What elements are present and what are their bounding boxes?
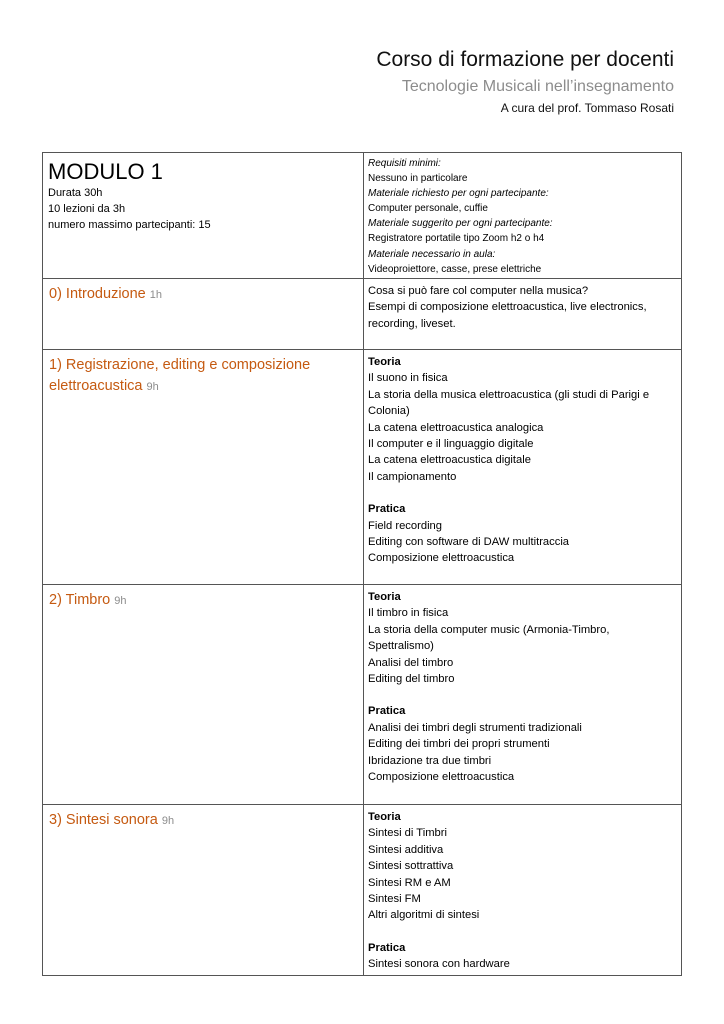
section-row (43, 805, 682, 976)
content-item: Sintesi di Timbri (368, 827, 447, 840)
requirements-list (364, 153, 681, 277)
section-hours: 9h (161, 815, 175, 827)
module-lessons: 10 lezioni da 3h (48, 203, 126, 215)
module-duration: Durata 30h (48, 187, 103, 199)
section-content-cell (364, 279, 682, 350)
requirement-value: Registratore portatile tipo Zoom h2 o h4 (368, 233, 545, 245)
content-item: Field recording (368, 519, 442, 532)
content-heading: Pratica (368, 941, 406, 954)
content-item: Sintesi sonora con hardware (368, 958, 510, 971)
section-title-cell (43, 805, 364, 976)
content-item: La catena elettroacustica digitale (368, 454, 531, 467)
content-item: La storia della musica elettroacustica (gli studi di Parigi e Colonia) (368, 388, 650, 418)
content-item: Analisi del timbro (368, 656, 454, 669)
requirements-cell (364, 153, 682, 279)
content-item: Sintesi FM (368, 893, 421, 906)
requirement-heading: Requisiti minimi: (368, 158, 441, 169)
module-info-cell (43, 153, 364, 279)
section-content-cell (364, 805, 682, 976)
content-item: Editing del timbro (368, 673, 455, 686)
section-content (364, 805, 681, 973)
content-heading: Teoria (368, 356, 401, 368)
content-item: Editing dei timbri dei propri strumenti (368, 738, 550, 751)
content-spacer (368, 687, 677, 703)
section-hours: 1h (149, 289, 163, 301)
content-spacer (368, 485, 677, 501)
content-item: Composizione elettroacustica (368, 552, 515, 565)
requirement-heading: Materiale richiesto per ogni partecipante: (368, 188, 549, 200)
requirement-value: Computer personale, cuffie (368, 203, 488, 215)
content-item: Il timbro in fisica (368, 607, 449, 620)
content-item: La storia della computer music (Armonia-Timbro, Spettralismo) (368, 623, 610, 653)
content-item: Il computer e il linguaggio digitale (368, 438, 534, 451)
section-title: 0) Introduzione (49, 286, 146, 302)
requirement-heading: Materiale necessario in aula: (368, 248, 496, 260)
content-heading: Teoria (368, 811, 401, 823)
section-hours: 9h (146, 381, 159, 393)
requirement-value: Nessuno in particolare (368, 173, 468, 185)
module-title: MODULO 1 (48, 159, 163, 184)
content-heading: Teoria (368, 591, 401, 603)
content-item: Sintesi RM e AM (368, 876, 451, 889)
content-item: Sintesi additiva (368, 843, 444, 856)
section-hours: 9h (114, 595, 127, 607)
content-item: Il suono in fisica (368, 372, 448, 385)
content-item: Cosa si può fare col computer nella musica? (368, 285, 589, 297)
course-table (42, 152, 682, 976)
section-title: 1) Registrazione, editing e composizione elettroacustica (49, 357, 311, 394)
section-row (43, 279, 682, 350)
section-title-cell (43, 585, 364, 805)
content-item: Editing con software di DAW multitraccia (368, 536, 570, 549)
content-heading: Pratica (368, 503, 406, 516)
content-item: Esempi di composizione elettroacustica, live electronics, recording, liveset. (368, 301, 647, 330)
section-content (364, 279, 681, 332)
section-content-cell (364, 585, 682, 805)
content-item: Composizione elettroacustica (368, 771, 515, 784)
requirement-value: Videoproiettore, casse, prese elettriche (368, 263, 542, 275)
document-title: Corso di formazione per docenti (376, 48, 674, 71)
content-item: Il campionamento (368, 470, 457, 483)
section-row (43, 585, 682, 805)
module-row (43, 153, 682, 279)
section-row (43, 350, 682, 585)
requirement-heading: Materiale suggerito per ogni partecipante: (368, 218, 553, 230)
content-item: La catena elettroacustica analogica (368, 421, 544, 434)
content-heading: Pratica (368, 705, 406, 718)
document-subtitle: Tecnologie Musicali nell’insegnamento (401, 78, 674, 95)
document-author: A cura del prof. Tommaso Rosati (500, 101, 674, 115)
module-participants: numero massimo partecipanti: 15 (48, 219, 211, 231)
content-item: Analisi dei timbri degli strumenti tradizionali (368, 721, 582, 734)
section-title-cell (43, 350, 364, 585)
content-spacer (368, 924, 677, 940)
section-content-cell (364, 350, 682, 585)
content-item: Sintesi sottrattiva (368, 860, 454, 873)
content-item: Altri algoritmi di sintesi (368, 909, 480, 922)
section-title-cell (43, 279, 364, 350)
section-title: 2) Timbro (49, 592, 111, 608)
section-title: 3) Sintesi sonora (49, 812, 158, 828)
section-content (364, 585, 681, 785)
content-item: Ibridazione tra due timbri (368, 754, 492, 767)
section-content (364, 350, 681, 567)
